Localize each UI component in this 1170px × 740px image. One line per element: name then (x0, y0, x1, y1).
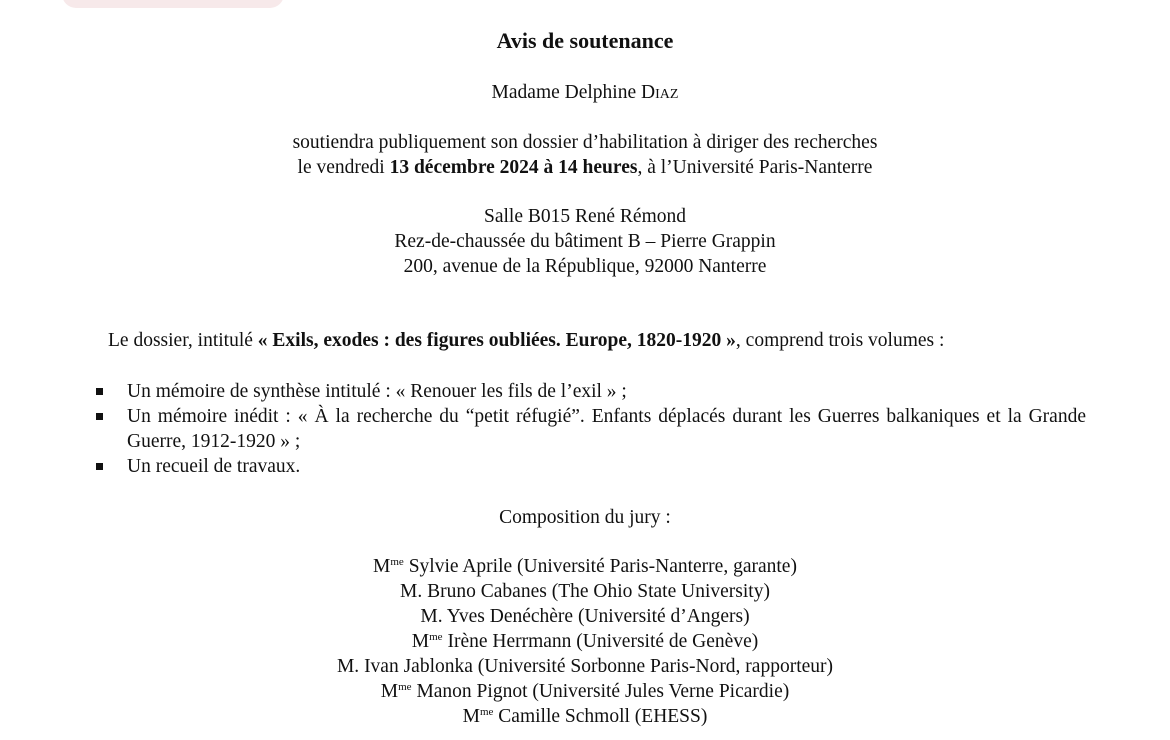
jury-title-sup: me (390, 556, 404, 568)
square-bullet-icon (96, 413, 103, 420)
jury-list (0, 554, 1170, 729)
jury-title-base: M (411, 631, 430, 652)
list-item (96, 379, 1086, 404)
jury-title-base: M (373, 556, 391, 577)
candidate-name (0, 80, 1170, 105)
announcement (0, 130, 1170, 180)
jury-member (0, 604, 1170, 629)
jury-member-name: Irène Herrmann (Université de Genève) (447, 631, 759, 652)
dossier-suffix: , comprend trois volumes : (735, 330, 945, 351)
location-building: Rez-de-chaussée du bâtiment B – Pierre Grappin (394, 231, 776, 252)
announcement-line-1: soutiendra publiquement son dossier d’habilitation à diriger des recherches (292, 132, 878, 153)
jury-member (0, 629, 1170, 654)
jury-title-sup: me (398, 681, 412, 693)
dossier-title: « Exils, exodes : des figures oubliées. Europe, 1820-1920 » (257, 330, 736, 351)
announcement-suffix: , à l’Université Paris-Nanterre (637, 157, 873, 178)
volume-inedit: Un mémoire inédit : « À la recherche du “petit réfugié”. Enfants déplacés durant les Guerres balkaniques et la Grande Guerre, 1912-1920 » ; (127, 406, 1086, 452)
jury-member (0, 554, 1170, 579)
volume-recueil: Un recueil de travaux. (127, 456, 301, 477)
jury-title-base: M. (400, 581, 423, 602)
jury-member (0, 679, 1170, 704)
jury-member-name: Manon Pignot (Université Jules Verne Picardie) (416, 681, 790, 702)
candidate-first-name: Delphine (564, 82, 637, 103)
jury-title-base: M (380, 681, 399, 702)
jury-member-name: Yves Denéchère (Université d’Angers) (446, 606, 750, 627)
candidate-honorific: Madame (491, 82, 560, 103)
volume-synthese: Un mémoire de synthèse intitulé : « Renouer les fils de l’exil » ; (127, 381, 627, 402)
volumes-list (96, 379, 1086, 479)
jury-member (0, 579, 1170, 604)
jury-title-base: M (462, 706, 480, 727)
list-item (96, 454, 1086, 479)
jury-member (0, 654, 1170, 679)
jury-member-name: Camille Schmoll (EHESS) (498, 706, 708, 727)
dossier-prefix: Le dossier, intitulé (108, 330, 258, 351)
location-address: 200, avenue de la République, 92000 Nanterre (403, 256, 767, 277)
jury-member-name: Bruno Cabanes (The Ohio State University) (427, 581, 770, 602)
announcement-line-2 (0, 155, 1170, 180)
jury-member-name: Ivan Jablonka (Université Sorbonne Paris-Nord, rapporteur) (364, 656, 834, 677)
location-room: Salle B015 René Rémond (483, 206, 687, 227)
dossier-description (108, 328, 944, 353)
jury-title-sup: me (479, 706, 494, 718)
jury-heading: Composition du jury : (499, 507, 671, 528)
announcement-prefix: le vendredi (297, 157, 390, 178)
page-title: Avis de soutenance (496, 28, 674, 53)
square-bullet-icon (96, 388, 103, 395)
list-item (96, 404, 1086, 454)
jury-title-base: M. (420, 606, 443, 627)
square-bullet-icon (96, 463, 103, 470)
defense-date-time: 13 décembre 2024 à 14 heures (389, 157, 638, 178)
jury-title-sup: me (429, 631, 443, 643)
jury-member-name: Sylvie Aprile (Université Paris-Nanterre, garante) (408, 556, 797, 577)
jury-member (0, 704, 1170, 729)
candidate-last-name: Diaz (641, 82, 679, 103)
jury-title-base: M. (336, 656, 360, 677)
location-block (0, 204, 1170, 279)
